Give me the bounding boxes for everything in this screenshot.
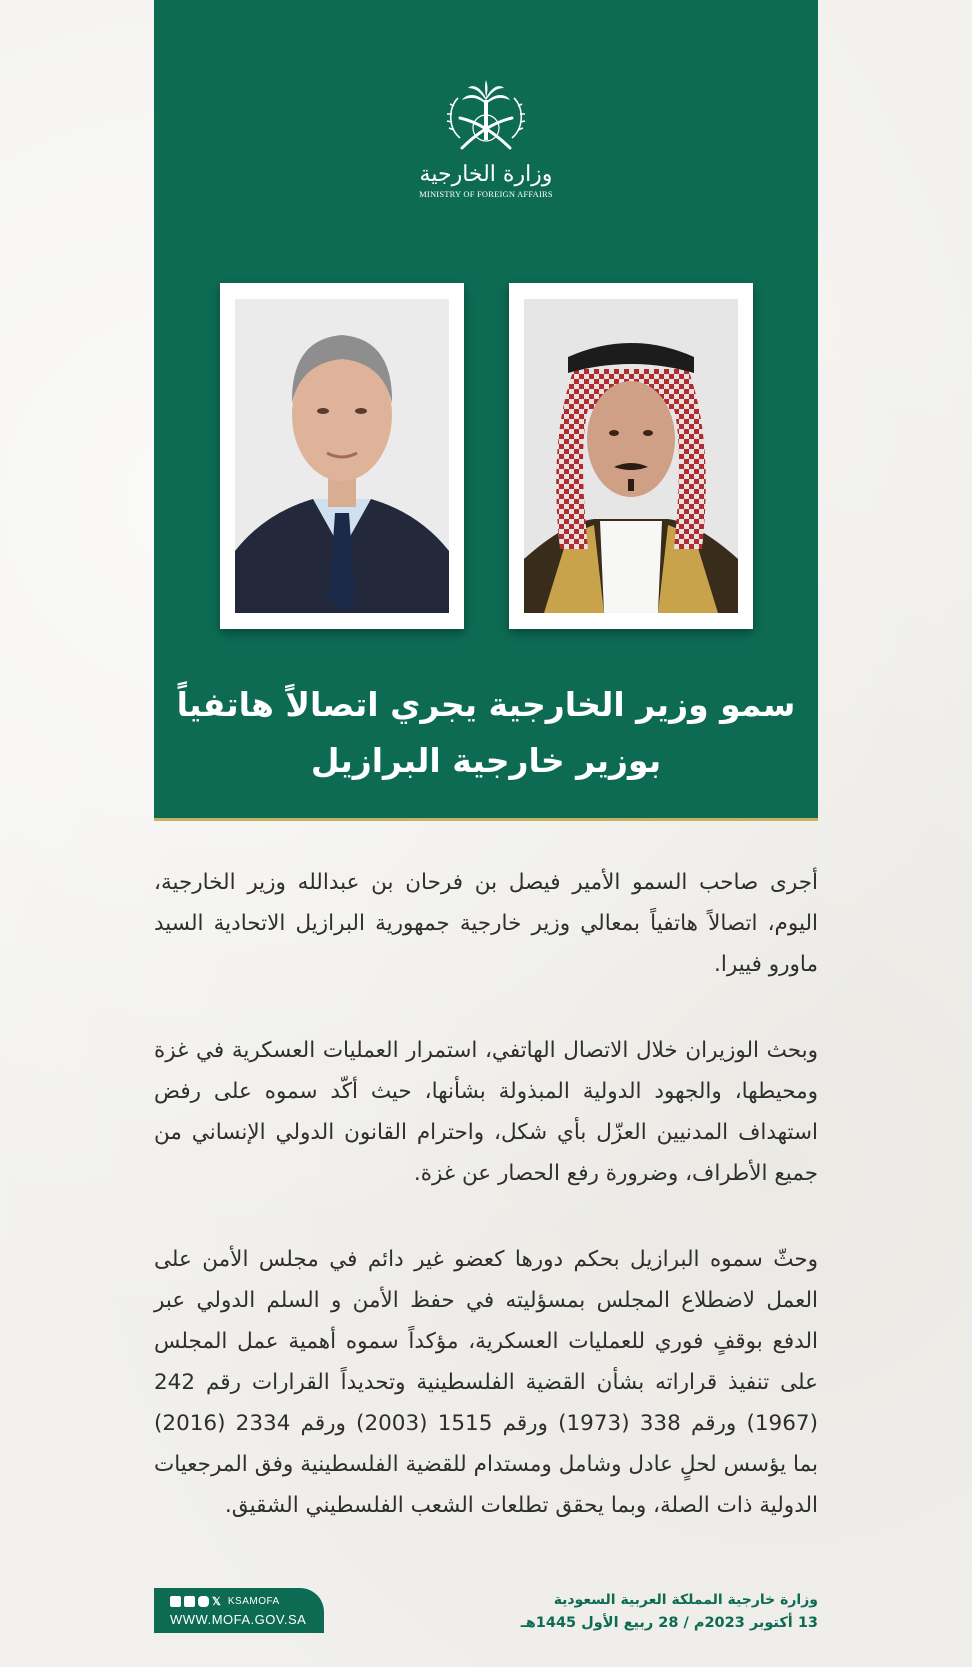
palm-and-swords-emblem-icon [440,78,532,160]
social-handle: KSAMOFA [227,1596,280,1607]
instagram-icon[interactable] [198,1596,209,1607]
footer-org: وزارة خارجية المملكة العربية السعودية [553,1592,818,1608]
gold-divider [154,818,818,821]
x-icon[interactable]: 𝕏 [212,1596,221,1608]
social-badge[interactable] [154,1588,324,1633]
article-body [154,862,818,1571]
article-paragraph-3: وحثّ سموه البرازيل بحكم دورها كعضو غير دائم في مجلس الأمن على العمل لاضطلاع المجلس بمسؤليته في حفظ الأمن و السلم الدولي عبر الدفع بوقفٍ فوري للعمليات العسكرية، مؤكداً سموه أهمية عمل المجلس على تنفيذ قراراته بشأن القضية الفلسطينية وتحديداً القرارات رقم 242 (1967) ورقم 338 (1973) ورقم 1515 (2003) ورقم 2334 (2016) بما يؤسس لحلٍ عادل وشامل ومستدام للقضية الفلسطينية وفق المرجعيات الدولية ذات الصلة، وبما يحقق تطلعات الشعب الفلسطيني الشقيق. [154,1247,818,1518]
social-icons [170,1595,280,1608]
youtube-icon[interactable] [170,1596,181,1607]
footer-date: 13 أكتوبر 2023م / 28 ربيع الأول 1445هـ [520,1615,818,1631]
website-link[interactable]: WWW.MOFA.GOV.SA [170,1612,307,1627]
headline-line-1: سمو وزير الخارجية يجري اتصالاً هاتفياً [176,685,796,724]
logo-arabic-text: وزارة الخارجية [419,162,553,187]
portrait-saudi-minister [509,283,753,629]
headline-line-2: بوزير خارجية البرازيل [310,741,662,780]
facebook-icon[interactable] [184,1596,195,1607]
ministry-logo [154,78,818,218]
portrait-image [235,299,449,613]
portrait-brazil-minister [220,283,464,629]
portrait-image [524,299,738,613]
footer-info [521,1589,818,1635]
article-paragraph-2: وبحث الوزيران خلال الاتصال الهاتفي، استمرار العمليات العسكرية في غزة ومحيطها، والجهود الدولية المبذولة بشأنها، حيث أكّد سموه على رفض استهداف المدنيين العزّل بأي شكل، واحترام القانون الدولي الإنساني من جميع الأطراف، وضرورة رفع الحصار عن غزة. [154,1038,818,1186]
article-paragraph-1: أجرى صاحب السمو الأمير فيصل بن فرحان بن عبدالله وزير الخارجية، اليوم، اتصالاً هاتفياً بمعالي وزير خارجية جمهورية البرازيل الاتحادية السيد ماورو فييرا. [154,870,818,977]
person-portrait-icon [524,299,738,613]
headline [154,677,818,789]
person-portrait-icon [235,299,449,613]
logo-english-text: MINISTRY OF FOREIGN AFFAIRS [419,189,553,199]
